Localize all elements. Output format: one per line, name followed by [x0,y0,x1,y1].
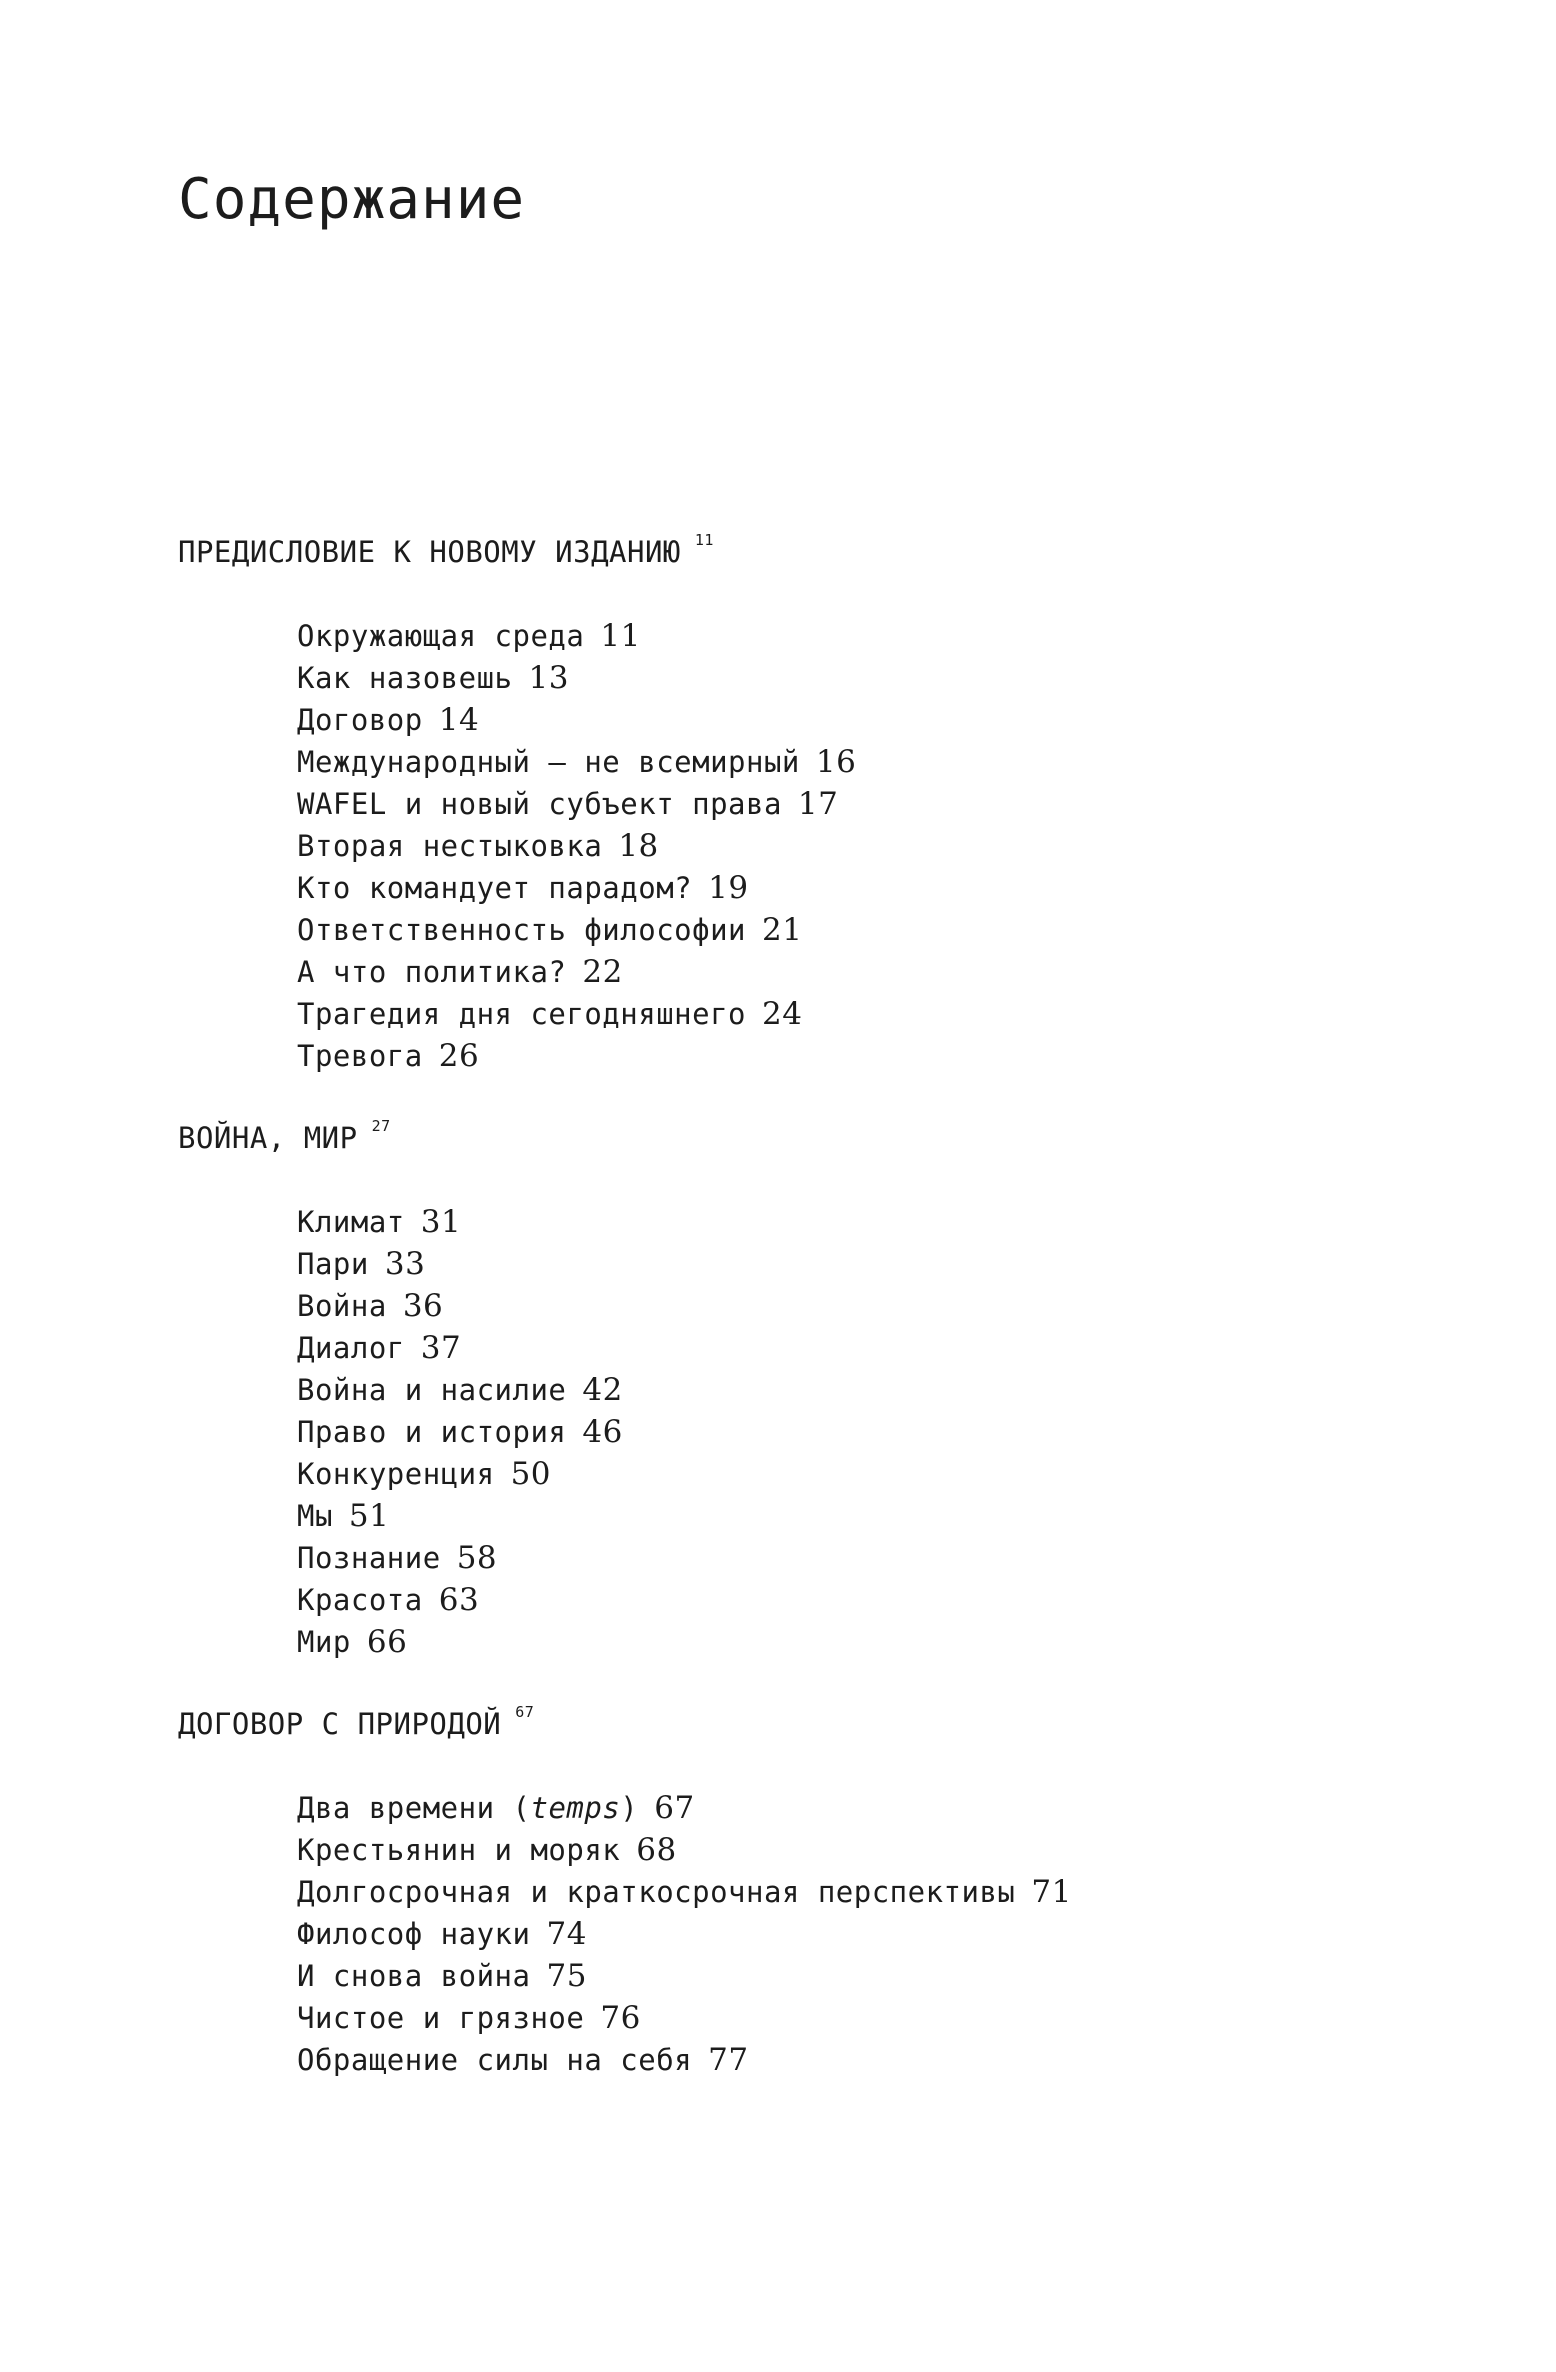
toc-entry [297,1201,623,1243]
toc-entry [297,1829,1072,1871]
toc-entry [297,2039,1072,2081]
section-title: ПРЕДИСЛОВИЕ К НОВОМУ ИЗДАНИЮ [178,535,681,569]
entry-page-number: 75 [546,1958,587,1994]
entry-page-number: 11 [600,618,641,654]
entry-title: Пари [297,1247,369,1281]
entry-title: Философ науки [297,1917,531,1951]
toc-entry [297,1035,856,1077]
entry-page-number: 46 [582,1414,623,1450]
toc-entry [297,1495,623,1537]
section-title: ДОГОВОР С ПРИРОДОЙ [178,1707,502,1741]
entry-title: Мы [297,1499,333,1533]
entry-title: Чистое и грязное [297,2001,585,2035]
entry-page-number: 74 [546,1916,587,1952]
section-heading [178,1117,391,1155]
toc-entry [297,1243,623,1285]
toc-entry [297,993,856,1035]
entry-title: Окружающая среда [297,619,585,653]
entry-title: Как назовешь [297,661,513,695]
entry-title: Ответственность философии [297,913,746,947]
toc-entry [297,1621,623,1663]
page-title: Содержание [178,167,526,232]
toc-entry [297,615,856,657]
entry-title: Конкуренция [297,1457,495,1491]
toc-entry [297,1955,1072,1997]
entry-page-number: 24 [762,996,803,1032]
toc-entry [297,657,856,699]
toc-entry [297,1285,623,1327]
entry-title: Война и насилие [297,1373,567,1407]
entry-page-number: 31 [420,1204,462,1240]
toc-entry [297,1579,623,1621]
entry-title: Тревога [297,1039,423,1073]
toc-entry [297,1411,623,1453]
entry-page-number: 58 [456,1540,498,1576]
entry-title: Мир [297,1625,351,1659]
toc-entry [297,1913,1072,1955]
toc-entry [297,1871,1072,1913]
entry-title: Красота [297,1583,423,1617]
entry-page-number: 16 [815,744,857,780]
entry-page-number: 68 [636,1832,677,1868]
toc-entry [297,909,856,951]
entry-title: Климат [297,1205,405,1239]
toc-entry [297,783,856,825]
entry-title: Крестьянин и моряк [297,1833,621,1867]
entry-page-number: 17 [797,786,839,822]
entry-page-number: 36 [402,1288,444,1324]
section-heading [178,531,714,569]
entry-page-number: 13 [528,660,569,696]
entry-page-number: 18 [618,828,659,864]
entry-title: Диалог [297,1331,405,1365]
entry-page-number: 51 [348,1498,390,1534]
section-page-number: 67 [515,1703,535,1722]
entry-page-number: 22 [582,954,623,990]
section-page-number: 27 [371,1117,391,1136]
entry-title: Договор [297,703,423,737]
toc-entry [297,1369,623,1411]
toc-entry [297,1327,623,1369]
toc-entry [297,1997,1072,2039]
toc-entry [297,1453,623,1495]
entry-title: Обращение силы на себя [297,2043,693,2077]
entry-title: Два времени (temps) [297,1791,639,1825]
entry-title: И снова война [297,1959,531,1993]
entry-page-number: 77 [708,2042,749,2078]
toc-entry [297,1787,1072,1829]
entry-page-number: 67 [654,1790,695,1826]
entry-page-number: 21 [762,912,803,948]
toc-entry [297,741,856,783]
entry-page-number: 14 [438,702,480,738]
toc-entry [297,825,856,867]
entry-page-number: 19 [708,870,749,906]
toc-entry [297,1537,623,1579]
section-page-number: 11 [694,531,714,550]
entry-page-number: 26 [438,1038,480,1074]
entry-page-number: 42 [582,1372,623,1408]
entry-page-number: 71 [1031,1874,1072,1910]
section-heading [178,1703,535,1741]
toc-entry [297,867,856,909]
toc-entry [297,951,856,993]
entry-page-number: 50 [510,1456,552,1492]
toc-entry [297,699,856,741]
entry-title: Право и история [297,1415,567,1449]
section-entries [297,1201,623,1663]
section-title: ВОЙНА, МИР [178,1121,358,1155]
entry-page-number: 33 [384,1246,426,1282]
section-entries [297,1787,1072,2081]
entry-page-number: 63 [438,1582,480,1618]
entry-title: Долгосрочная и краткосрочная перспективы [297,1875,1016,1909]
entry-page-number: 66 [366,1624,408,1660]
entry-title: А что политика? [297,955,567,989]
entry-title: Кто командует парадом? [297,871,693,905]
entry-title: Трагедия дня сегодняшнего [297,997,746,1031]
entry-title: Познание [297,1541,441,1575]
section-entries [297,615,856,1077]
entry-page-number: 37 [420,1330,462,1366]
entry-title: Международный — не всемирный [297,745,800,779]
entry-title: WAFEL и новый субъект права [297,787,782,821]
entry-title: Война [297,1289,387,1323]
entry-title: Вторая нестыковка [297,829,603,863]
entry-page-number: 76 [600,2000,641,2036]
